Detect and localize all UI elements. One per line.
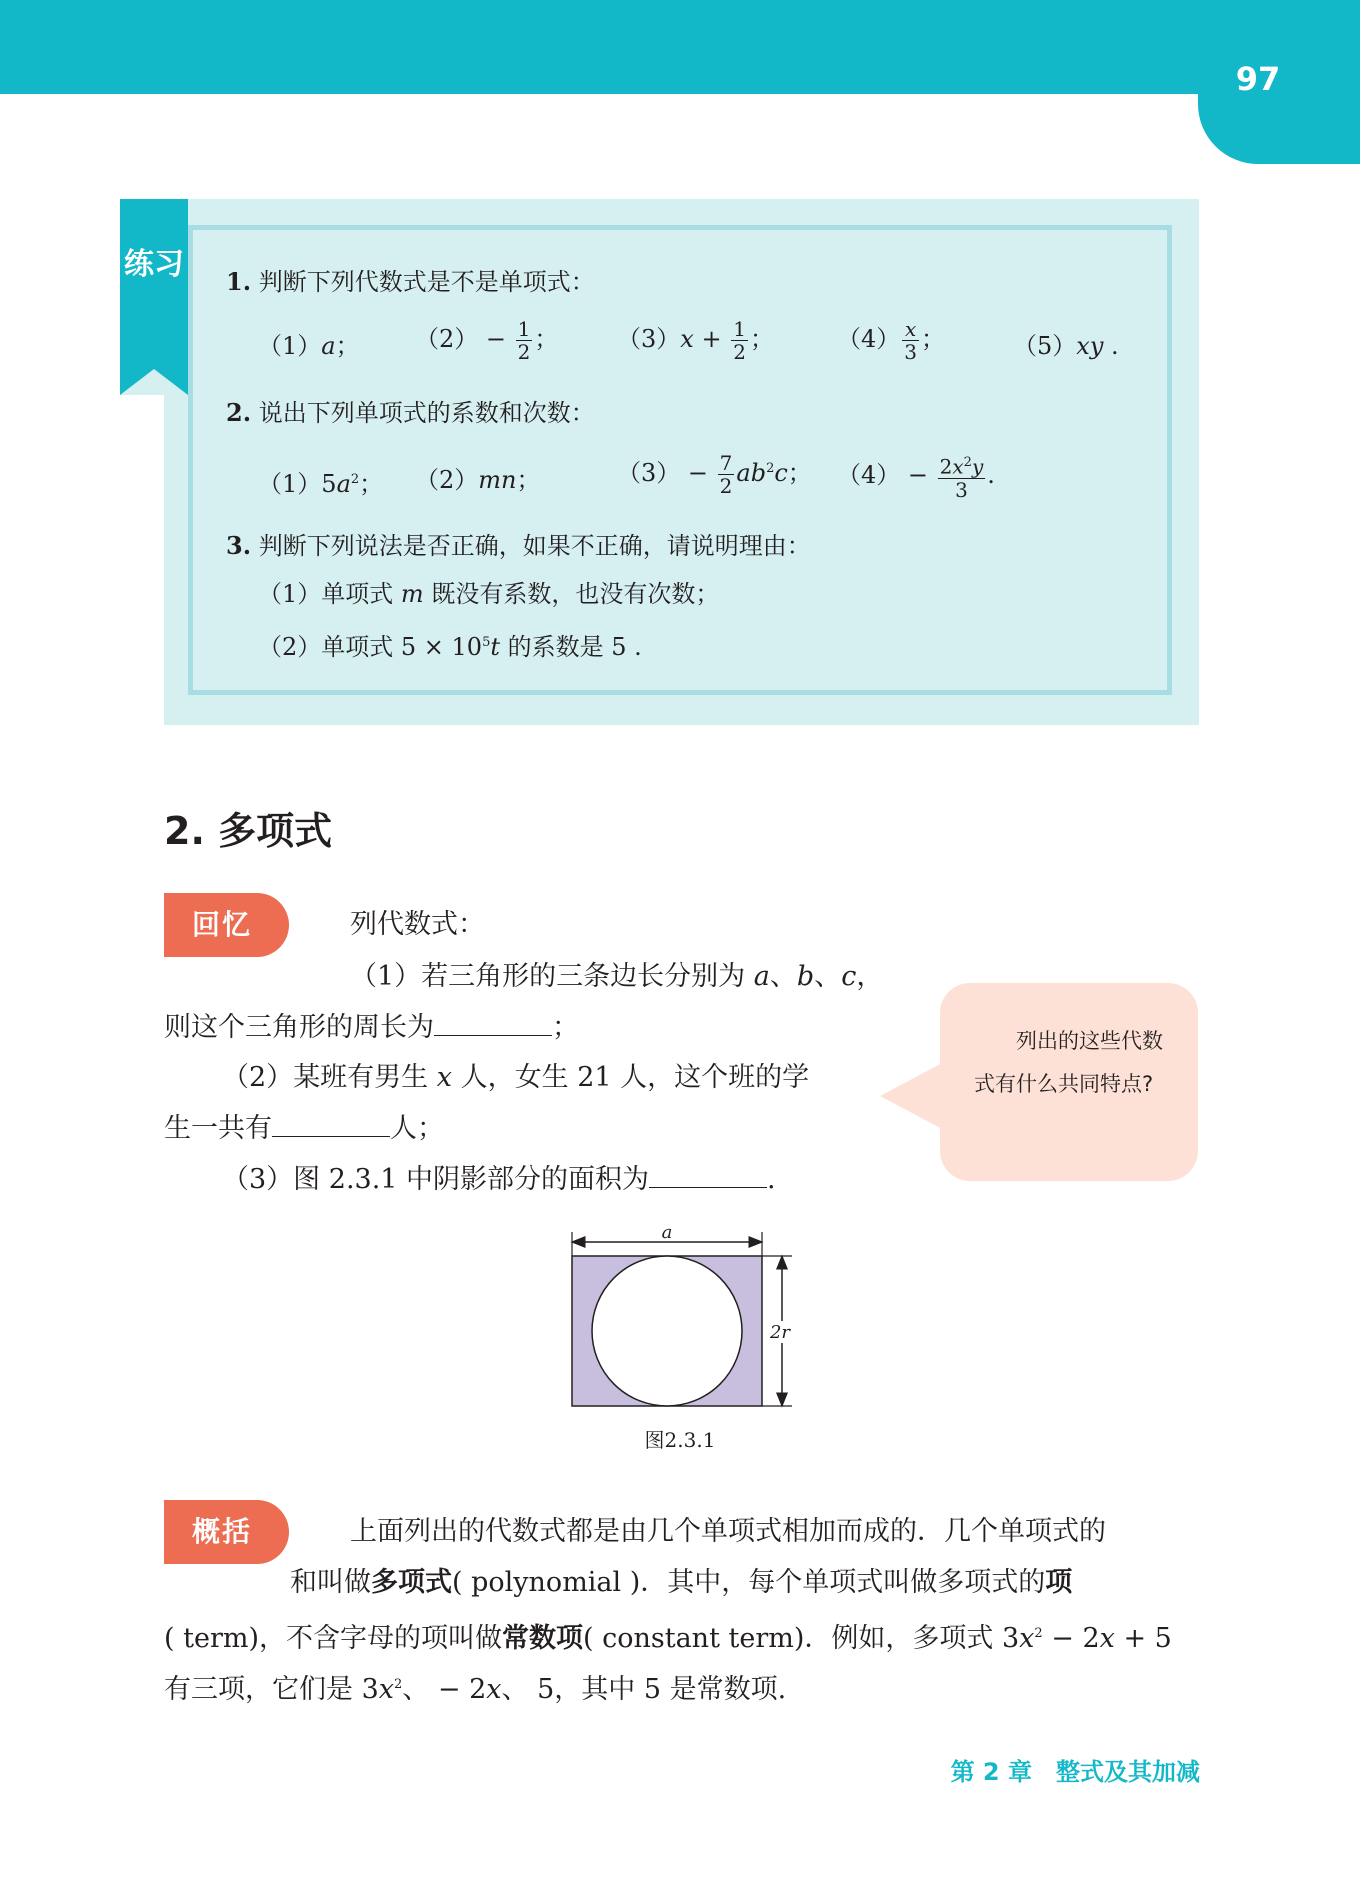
fraction: $\frac{1}{2}$ bbox=[733, 317, 746, 364]
q3-item-2: （2）单项式 $5 \times 10^5t$ 的系数是 5 . bbox=[258, 633, 642, 661]
figure-caption: 图2.3.1 bbox=[644, 1428, 716, 1452]
practice-label: 练习 bbox=[124, 247, 184, 282]
label-2r: 2r bbox=[769, 1322, 791, 1343]
recall-intro: 列代数式： bbox=[350, 909, 485, 940]
fraction: $\frac{2x^2y}{3}$ bbox=[938, 452, 986, 501]
question-1 bbox=[226, 266, 595, 298]
q1-item-3: （3）x + $\frac{1}{2}$ ； bbox=[617, 317, 774, 364]
recall-line-2: 则这个三角形的周长为 ； bbox=[164, 1012, 579, 1043]
chapter-footer: 第 2 章 整式及其加减 bbox=[950, 1758, 1200, 1786]
q3-item-1: （1）单项式 m 既没有系数，也没有次数； bbox=[258, 580, 720, 608]
recall-line-3: （2）某班有男生 x 人，女生 21 人，这个班的学 bbox=[222, 1062, 810, 1093]
recall-line-4: 生一共有 人； bbox=[164, 1113, 444, 1144]
q1-item-1: （1）a； bbox=[258, 332, 360, 360]
section-title: 2. 多项式 bbox=[164, 809, 333, 853]
label-a: a bbox=[661, 1226, 673, 1243]
fraction: $\frac{1}{2}$ bbox=[517, 317, 531, 364]
fraction: $\frac{x}{3}$ bbox=[904, 317, 918, 364]
summary-line-4: 有三项，它们是 $3x^2$、 − 2x、 5，其中 5 是常数项. bbox=[164, 1674, 787, 1705]
question-2-number: 2. bbox=[226, 398, 252, 427]
summary-line-3: ( term)，不含字母的项叫做常数项( constant term)．例如，多项式 $3x^2 - 2x + 5$ bbox=[164, 1623, 1172, 1654]
circle bbox=[592, 1256, 742, 1406]
summary-line-1: 上面列出的代数式都是由几个单项式相加而成的．几个单项式的 bbox=[350, 1516, 1106, 1547]
practice-ribbon bbox=[120, 199, 188, 395]
q1-item-2: （2） − $\frac{1}{2}$ ； bbox=[415, 317, 559, 364]
question-2 bbox=[226, 397, 595, 429]
fraction: $\frac{7}{2}$ bbox=[719, 451, 733, 498]
question-3-number: 3. bbox=[226, 531, 252, 560]
answer-blank[interactable] bbox=[272, 1112, 390, 1137]
question-3 bbox=[226, 530, 811, 562]
question-1-text: 判断下列代数式是不是单项式： bbox=[258, 268, 595, 296]
answer-blank[interactable] bbox=[649, 1163, 767, 1188]
recall-line-5: （3）图 2.3.1 中阴影部分的面积为 . bbox=[222, 1164, 776, 1195]
speech-bubble-text: 列出的这些代数式有什么共同特点? bbox=[974, 1029, 1163, 1096]
q2-item-4: （4） − $\frac{2x^2y}{3}$ . bbox=[837, 452, 995, 501]
question-1-number: 1. bbox=[226, 267, 252, 296]
recall-tag: 回忆 bbox=[164, 893, 289, 957]
recall-line-1: （1）若三角形的三条边长分别为 a、b、c， bbox=[350, 961, 884, 992]
figure-square-circle bbox=[560, 1226, 800, 1416]
summary-line-2: 和叫做多项式( polynomial )．其中，每个单项式叫做多项式的项 bbox=[290, 1567, 1073, 1598]
q2-item-2: （2）mn； bbox=[415, 466, 541, 494]
question-2-text: 说出下列单项式的系数和次数： bbox=[258, 399, 595, 427]
ribbon-notch bbox=[120, 369, 188, 395]
speech-bubble-tail bbox=[880, 1062, 944, 1130]
summary-tag: 概括 bbox=[164, 1500, 289, 1564]
answer-blank[interactable] bbox=[434, 1011, 552, 1036]
question-3-text: 判断下列说法是否正确，如果不正确，请说明理由： bbox=[258, 532, 811, 560]
header-band bbox=[0, 0, 1360, 94]
q2-item-3: （3） − $\frac{7}{2}$ $ab^2c$； bbox=[617, 451, 812, 498]
q1-item-5: （5）xy . bbox=[1013, 332, 1119, 360]
q1-item-4: （4） $\frac{x}{3}$ ； bbox=[837, 317, 946, 364]
page-number: 97 bbox=[1235, 60, 1281, 98]
q2-item-1: $(1)5a^2$； bbox=[258, 470, 384, 498]
